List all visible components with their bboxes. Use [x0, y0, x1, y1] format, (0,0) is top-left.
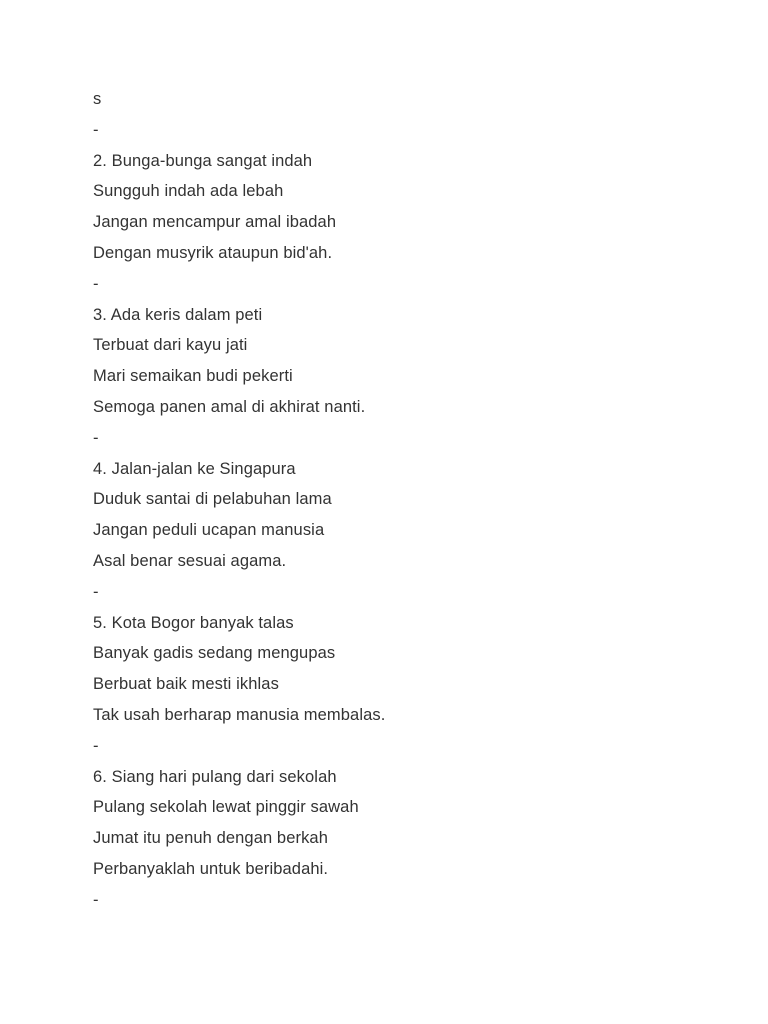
verse-5-line-2: Banyak gadis sedang mengupas — [93, 644, 336, 663]
separator-line: - — [93, 582, 99, 601]
verse-4-line-4: Asal benar sesuai agama. — [93, 551, 287, 570]
separator-line: - — [93, 274, 99, 293]
verse-6-line-1: 6. Siang hari pulang dari sekolah — [93, 767, 337, 786]
verse-2-line-4: Dengan musyrik ataupun bid'ah. — [93, 243, 333, 262]
verse-6-line-2: Pulang sekolah lewat pinggir sawah — [93, 798, 359, 817]
verse-2-line-1: 2. Bunga-bunga sangat indah — [93, 151, 313, 170]
verse-6-line-4: Perbanyaklah untuk beribadahi. — [93, 859, 329, 878]
verse-3-line-4: Semoga panen amal di akhirat nanti. — [93, 397, 366, 416]
verse-5-line-4: Tak usah berharap manusia membalas. — [93, 705, 386, 724]
verse-4-line-3: Jangan peduli ucapan manusia — [93, 521, 325, 540]
verse-2-line-3: Jangan mencampur amal ibadah — [93, 213, 337, 232]
document-page — [93, 84, 733, 916]
verse-4-line-1: 4. Jalan-jalan ke Singapura — [93, 459, 296, 478]
separator-line: - — [93, 736, 99, 755]
verse-3-line-2: Terbuat dari kayu jati — [93, 336, 248, 355]
verse-3-line-1: 3. Ada keris dalam peti — [93, 305, 263, 324]
verse-6-line-3: Jumat itu penuh dengan berkah — [93, 829, 328, 848]
separator-line: - — [93, 120, 99, 139]
verse-5-line-3: Berbuat baik mesti ikhlas — [93, 675, 279, 694]
verse-2-line-2: Sungguh indah ada lebah — [93, 182, 284, 201]
verse-3-line-3: Mari semaikan budi pekerti — [93, 367, 293, 386]
text-line: s — [93, 90, 102, 108]
separator-line: - — [93, 428, 99, 447]
verse-5-line-1: 5. Kota Bogor banyak talas — [93, 613, 294, 632]
verse-4-line-2: Duduk santai di pelabuhan lama — [93, 490, 332, 509]
separator-line: - — [93, 890, 99, 909]
